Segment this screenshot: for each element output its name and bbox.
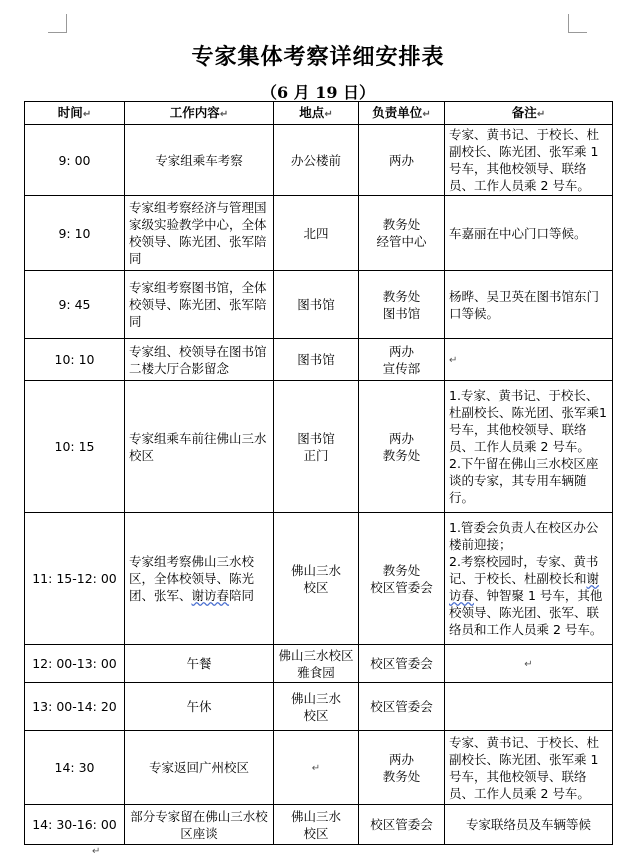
cell-note: 车嘉丽在中心门口等候。 xyxy=(445,196,613,271)
cell-dept: 校区管委会 xyxy=(359,805,445,845)
header-time: 时间↵ xyxy=(25,102,125,125)
cell-dept: 教务处 经管中心 xyxy=(359,196,445,271)
cell-place: 图书馆 正门 xyxy=(274,381,359,513)
cell-dept: 校区管委会 xyxy=(359,645,445,683)
cell-note: ↵ xyxy=(445,645,613,683)
cell-time: 12: 00-13: 00 xyxy=(25,645,125,683)
header-place: 地点↵ xyxy=(274,102,359,125)
cell-dept: 教务处 图书馆 xyxy=(359,271,445,339)
cell-work: 午餐 xyxy=(125,645,274,683)
table-row xyxy=(25,381,613,513)
cell-dept: 两办 教务处 xyxy=(359,381,445,513)
cell-dept: 两办 xyxy=(359,125,445,196)
cell-time: 9: 00 xyxy=(25,125,125,196)
header-note: 备注↵ xyxy=(445,102,613,125)
cell-note: 专家联络员及车辆等候 xyxy=(445,805,613,845)
cell-place: 图书馆 xyxy=(274,339,359,381)
cell-time: 11: 15-12: 00 xyxy=(25,513,125,645)
crop-mark-top-left xyxy=(48,14,67,33)
cell-place: ↵ xyxy=(274,731,359,805)
cell-work: 专家组乘车前往佛山三水校区 xyxy=(125,381,274,513)
cell-note: ↵ xyxy=(445,339,613,381)
cell-note: 杨晔、吴卫英在图书馆东门口等候。 xyxy=(445,271,613,339)
paragraph-mark: ↵ xyxy=(92,846,101,857)
document-subtitle: （6 月 19 日） xyxy=(260,83,376,102)
cell-place: 办公楼前 xyxy=(274,125,359,196)
cell-dept: 教务处 校区管委会 xyxy=(359,513,445,645)
cell-place: 北四 xyxy=(274,196,359,271)
cell-work: 专家组考察经济与管理国家级实验教学中心，全体校领导、陈光团、张军陪同 xyxy=(125,196,274,271)
cell-work: 专家返回广州校区 xyxy=(125,731,274,805)
cell-place: 图书馆 xyxy=(274,271,359,339)
table-row xyxy=(25,125,613,196)
cell-work: 部分专家留在佛山三水校区座谈 xyxy=(125,805,274,845)
schedule-table xyxy=(24,101,613,845)
cell-time: 10: 10 xyxy=(25,339,125,381)
cell-note: 专家、黄书记、于校长、杜副校长、陈光团、张军乘 1号车，其他校领导、联络员、工作人员乘 2 号车。 xyxy=(445,731,613,805)
cell-work: 午休 xyxy=(125,683,274,731)
cell-time: 9: 45 xyxy=(25,271,125,339)
cell-work: 专家组考察图书馆，全体校领导、陈光团、张军陪同 xyxy=(125,271,274,339)
header-work: 工作内容↵ xyxy=(125,102,274,125)
cell-time: 13: 00-14: 20 xyxy=(25,683,125,731)
cell-place: 佛山三水校区雅食园 xyxy=(274,645,359,683)
table-row xyxy=(25,271,613,339)
table-row xyxy=(25,805,613,845)
cell-dept: 两办 教务处 xyxy=(359,731,445,805)
table-header-row xyxy=(25,102,613,125)
cell-work: 专家组考察佛山三水校区，全体校领导、陈光团、张军、谢访春陪同 xyxy=(125,513,274,645)
cell-dept: 两办 宣传部 xyxy=(359,339,445,381)
cell-place: 佛山三水 校区 xyxy=(274,683,359,731)
table-row xyxy=(25,196,613,271)
table-row xyxy=(25,645,613,683)
crop-mark-top-right xyxy=(568,14,587,33)
cell-work: 专家组、校领导在图书馆二楼大厅合影留念 xyxy=(125,339,274,381)
document-title: 专家集体考察详细安排表 xyxy=(191,44,445,70)
table-row xyxy=(25,339,613,381)
cell-note: 专家、黄书记、于校长、杜副校长、陈光团、张军乘 1号车，其他校领导、联络员、工作人员乘 2 号车。 xyxy=(445,125,613,196)
cell-time: 10: 15 xyxy=(25,381,125,513)
cell-work: 专家组乘车考察 xyxy=(125,125,274,196)
cell-note: 1.管委会负责人在校区办公楼前迎接； 2.考察校园时，专家、黄书记、于校长、杜副校长和谢访春、钟智聚 1 号车，其他校领导、陈光团、张军、联络员和工作人员乘 2 号车。 xyxy=(445,513,613,645)
cell-time: 14: 30-16: 00 xyxy=(25,805,125,845)
table-row xyxy=(25,683,613,731)
cell-place: 佛山三水 校区 xyxy=(274,513,359,645)
table-row xyxy=(25,513,613,645)
cell-place: 佛山三水 校区 xyxy=(274,805,359,845)
cell-note xyxy=(445,683,613,731)
table-row xyxy=(25,731,613,805)
header-dept: 负责单位↵ xyxy=(359,102,445,125)
cell-time: 14: 30 xyxy=(25,731,125,805)
cell-note: 1.专家、黄书记、于校长、杜副校长、陈光团、张军乘1号车，其他校领导、联络员、工作人员乘 2 号车。 2.下午留在佛山三水校区座谈的专家，其专用车辆随行。 xyxy=(445,381,613,513)
cell-dept: 校区管委会 xyxy=(359,683,445,731)
cell-time: 9: 10 xyxy=(25,196,125,271)
